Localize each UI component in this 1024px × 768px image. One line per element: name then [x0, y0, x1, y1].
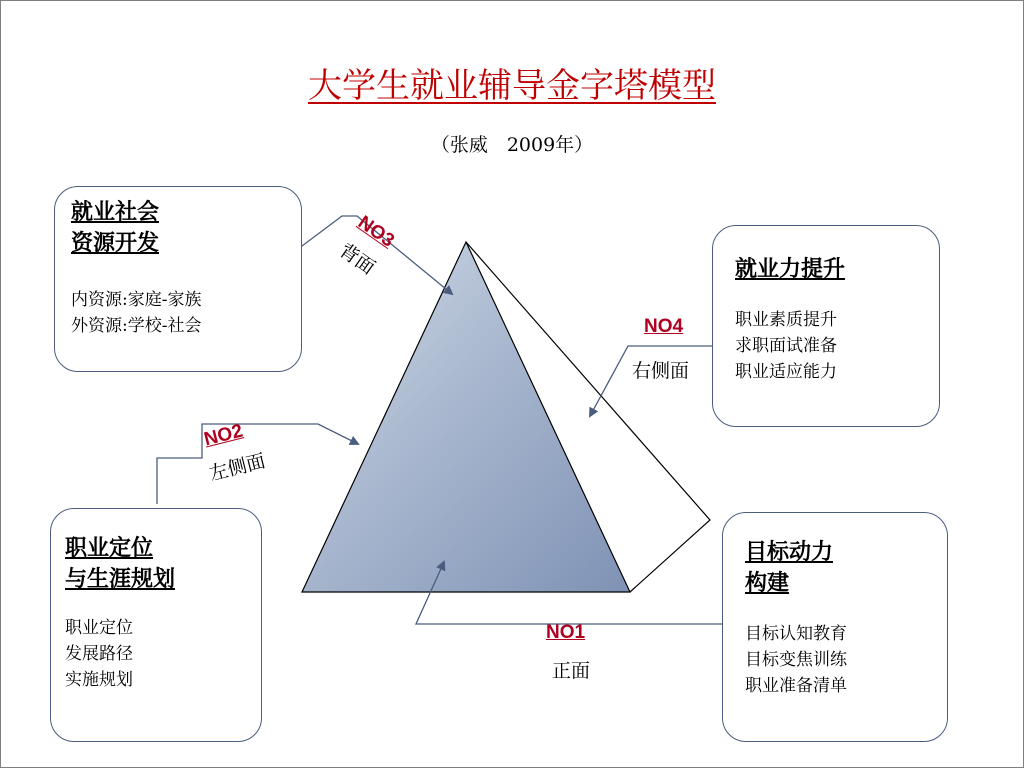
employability-item-2: 求职面试准备	[735, 336, 837, 356]
face-name-no4: 右侧面	[632, 360, 690, 382]
pyramid-front-face	[302, 242, 630, 592]
title-text: 大学生就业辅导金字塔模型	[308, 66, 716, 106]
employability-item-1: 职业素质提升	[735, 310, 837, 330]
face-name-no1: 正面	[552, 660, 591, 682]
goal-motivation-heading-1: 目标动力	[745, 540, 834, 565]
career-positioning-box	[50, 508, 262, 742]
employability-heading: 就业力提升	[735, 257, 846, 282]
social-resources-item-2: 外资源:学校-社会	[71, 316, 202, 336]
career-positioning-item-3: 实施规划	[65, 670, 133, 690]
employability-item-3: 职业适应能力	[735, 362, 837, 382]
face-label-no4: NO4	[644, 316, 684, 337]
face-label-no3: NO3	[353, 212, 399, 252]
social-resources-heading-2: 资源开发	[71, 231, 160, 256]
goal-motivation-box	[722, 512, 948, 742]
employability-box	[712, 225, 940, 427]
goal-motivation-item-2: 目标变焦训练	[745, 650, 847, 670]
career-positioning-heading-1: 职业定位	[65, 536, 154, 561]
face-name-no2: 左侧面	[206, 450, 268, 486]
career-positioning-heading-2: 与生涯规划	[65, 567, 176, 592]
social-resources-heading-1: 就业社会	[71, 200, 160, 225]
face-label-no1: NO1	[546, 622, 586, 643]
social-resources-item-1: 内资源:家庭-家族	[71, 290, 202, 310]
goal-motivation-item-1: 目标认知教育	[745, 624, 847, 644]
face-name-no3: 背面	[335, 239, 379, 280]
career-positioning-item-1: 职业定位	[65, 618, 133, 638]
page-subtitle: （张威 2009年）	[430, 134, 594, 156]
face-label-no2: NO2	[202, 420, 245, 451]
career-positioning-item-2: 发展路径	[65, 644, 133, 664]
social-resources-box	[54, 186, 302, 372]
goal-motivation-item-3: 职业准备清单	[745, 676, 847, 696]
goal-motivation-heading-2: 构建	[745, 571, 790, 596]
